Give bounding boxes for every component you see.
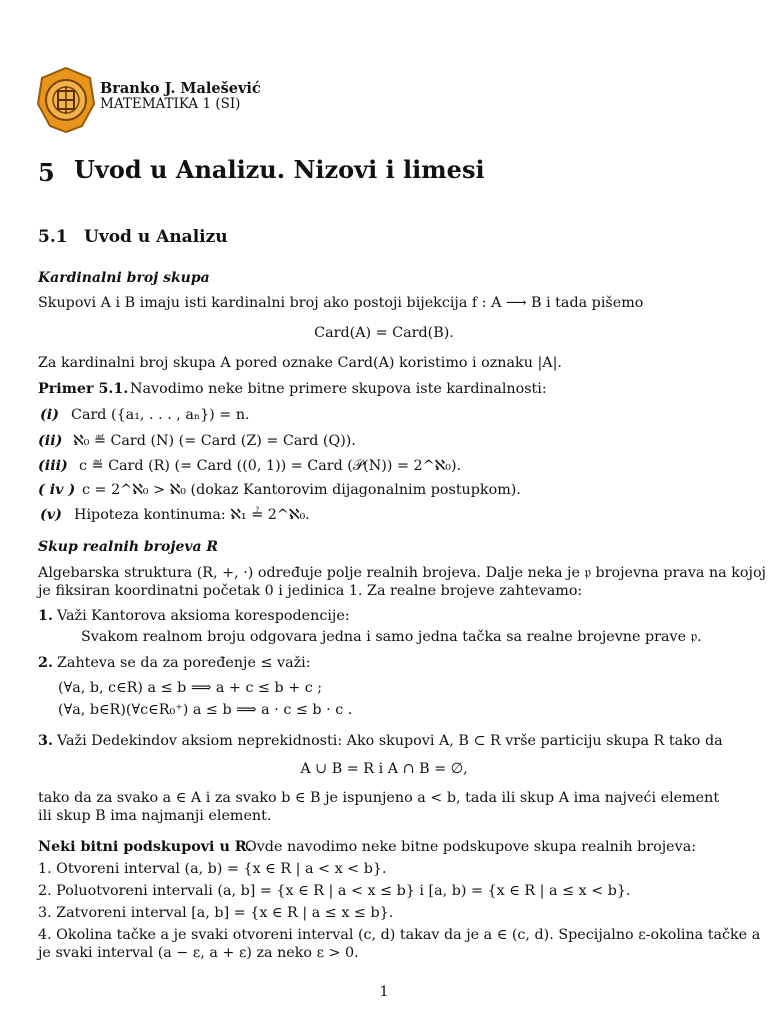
primer-item-mark: ( iv )	[38, 482, 76, 498]
header-course: MATEMATIKA 1 (SI)	[100, 96, 241, 112]
podskup-item: 2. Poluotvoreni intervali (a, b] = {x ∈ R | a < x ≤ b} i [a, b) = {x ∈ R | a ≤ x < b}.	[38, 883, 631, 899]
requirement-2-formula-1: (∀a, b, c∈R) a ≤ b ⟹ a + c ≤ b + c ;	[58, 680, 323, 696]
podskup-item: je svaki interval (a − ε, a + ε) za neko ε > 0.	[38, 945, 359, 961]
requirement-1-detail: Svakom realnom broju odgovara jedna i samo jedna tačka sa realne brojevne prave 𝔭.	[81, 629, 702, 645]
section-number: 5	[38, 158, 55, 187]
podskup-item: 1. Otvoreni interval (a, b) = {x ∈ R | a < x < b}.	[38, 861, 387, 877]
primer-item-mark: (v)	[40, 507, 62, 523]
primer-item-text: ℵ₀ ≝ Card (N) (= Card (Z) = Card (Q)).	[73, 433, 356, 449]
subsection-number: 5.1	[38, 227, 68, 247]
requirement-3-text: Važi Dedekindov aksiom neprekidnosti: Ako skupovi A, B ⊂ R vrše particiju skupa R tako da	[57, 733, 723, 749]
requirement-number: 1.	[38, 608, 53, 624]
requirement-3-formula: A ∪ B = R i A ∩ B = ∅,	[300, 761, 468, 777]
podskup-item: 4. Okolina tačke a je svaki otvoreni interval (c, d) takav da je a ∈ (c, d). Specijalno ε-okolina tačke a	[38, 927, 761, 943]
requirement-number: 3.	[38, 733, 53, 749]
realni-intro-line2: je fiksiran koordinatni početak 0 i jedinica 1. Za realne brojeve zahtevamo:	[38, 583, 583, 599]
podskupovi-intro: Ovde navodimo neke bitne podskupove skupa realnih brojeva:	[245, 839, 697, 855]
kardinalni-line1: Skupovi A i B imaju isti kardinalni broj ako postoji bijekcija f : A ⟶ B i tada pišemo	[38, 295, 644, 311]
kardinalni-line2: Za kardinalni broj skupa A pored oznake Card(A) koristimo i oznaku |A|.	[38, 355, 562, 371]
primer-text: Navodimo neke bitne primere skupova iste kardinalnosti:	[130, 381, 547, 397]
page-number: 1	[379, 984, 389, 1000]
paragraph-heading-podskupovi: Neki bitni podskupovi u R.	[38, 839, 252, 855]
subsection-title: Uvod u Analizu	[84, 227, 228, 247]
primer-item-mark: (ii)	[38, 433, 63, 449]
requirement-3-after-line1: tako da za svako a ∈ A i za svako b ∈ B je ispunjeno a < b, tada ili skup A ima najveći element	[38, 790, 720, 806]
section-title: Uvod u Analizu. Nizovi i limesi	[74, 155, 485, 184]
kardinalni-formula: Card(A) = Card(B).	[314, 325, 454, 341]
primer-item-text: Hipoteza kontinuma: ℵ₁ ≟ 2^ℵ₀.	[74, 507, 310, 523]
primer-item-text: c = 2^ℵ₀ > ℵ₀ (dokaz Kantorovim dijagonalnim postupkom).	[82, 482, 521, 498]
requirement-number: 2.	[38, 655, 53, 671]
university-logo	[36, 66, 96, 134]
realni-intro-line1: Algebarska struktura (R, +, ·) određuje polje realnih brojeva. Dalje neka je 𝔭 brojevna prava na kojoj	[38, 565, 766, 581]
header-author: Branko J. Malešević	[100, 80, 261, 97]
requirement-2-formula-2: (∀a, b∈R)(∀c∈R₀⁺) a ≤ b ⟹ a · c ≤ b · c .	[58, 702, 353, 718]
requirement-3-after-line2: ili skup B ima najmanji element.	[38, 808, 272, 824]
paragraph-heading-kardinalni: Kardinalni broj skupa	[38, 270, 210, 286]
primer-item-mark: (i)	[40, 407, 59, 423]
requirement-2-text: Zahteva se da za poređenje ≤ važi:	[57, 655, 311, 671]
primer-label: Primer 5.1.	[38, 381, 129, 397]
primer-item-text: Card ({a₁, . . . , aₙ}) = n.	[71, 407, 250, 423]
paragraph-heading-realni: Skup realnih brojeva R	[38, 539, 219, 555]
requirement-1-text: Važi Kantorova aksioma korespodencije:	[57, 608, 350, 624]
primer-item-mark: (iii)	[38, 458, 68, 474]
primer-item-text: c ≝ Card (R) (= Card ((0, 1)) = Card (𝒫(N)) = 2^ℵ₀).	[79, 458, 462, 474]
podskup-item: 3. Zatvoreni interval [a, b] = {x ∈ R | a ≤ x ≤ b}.	[38, 905, 394, 921]
